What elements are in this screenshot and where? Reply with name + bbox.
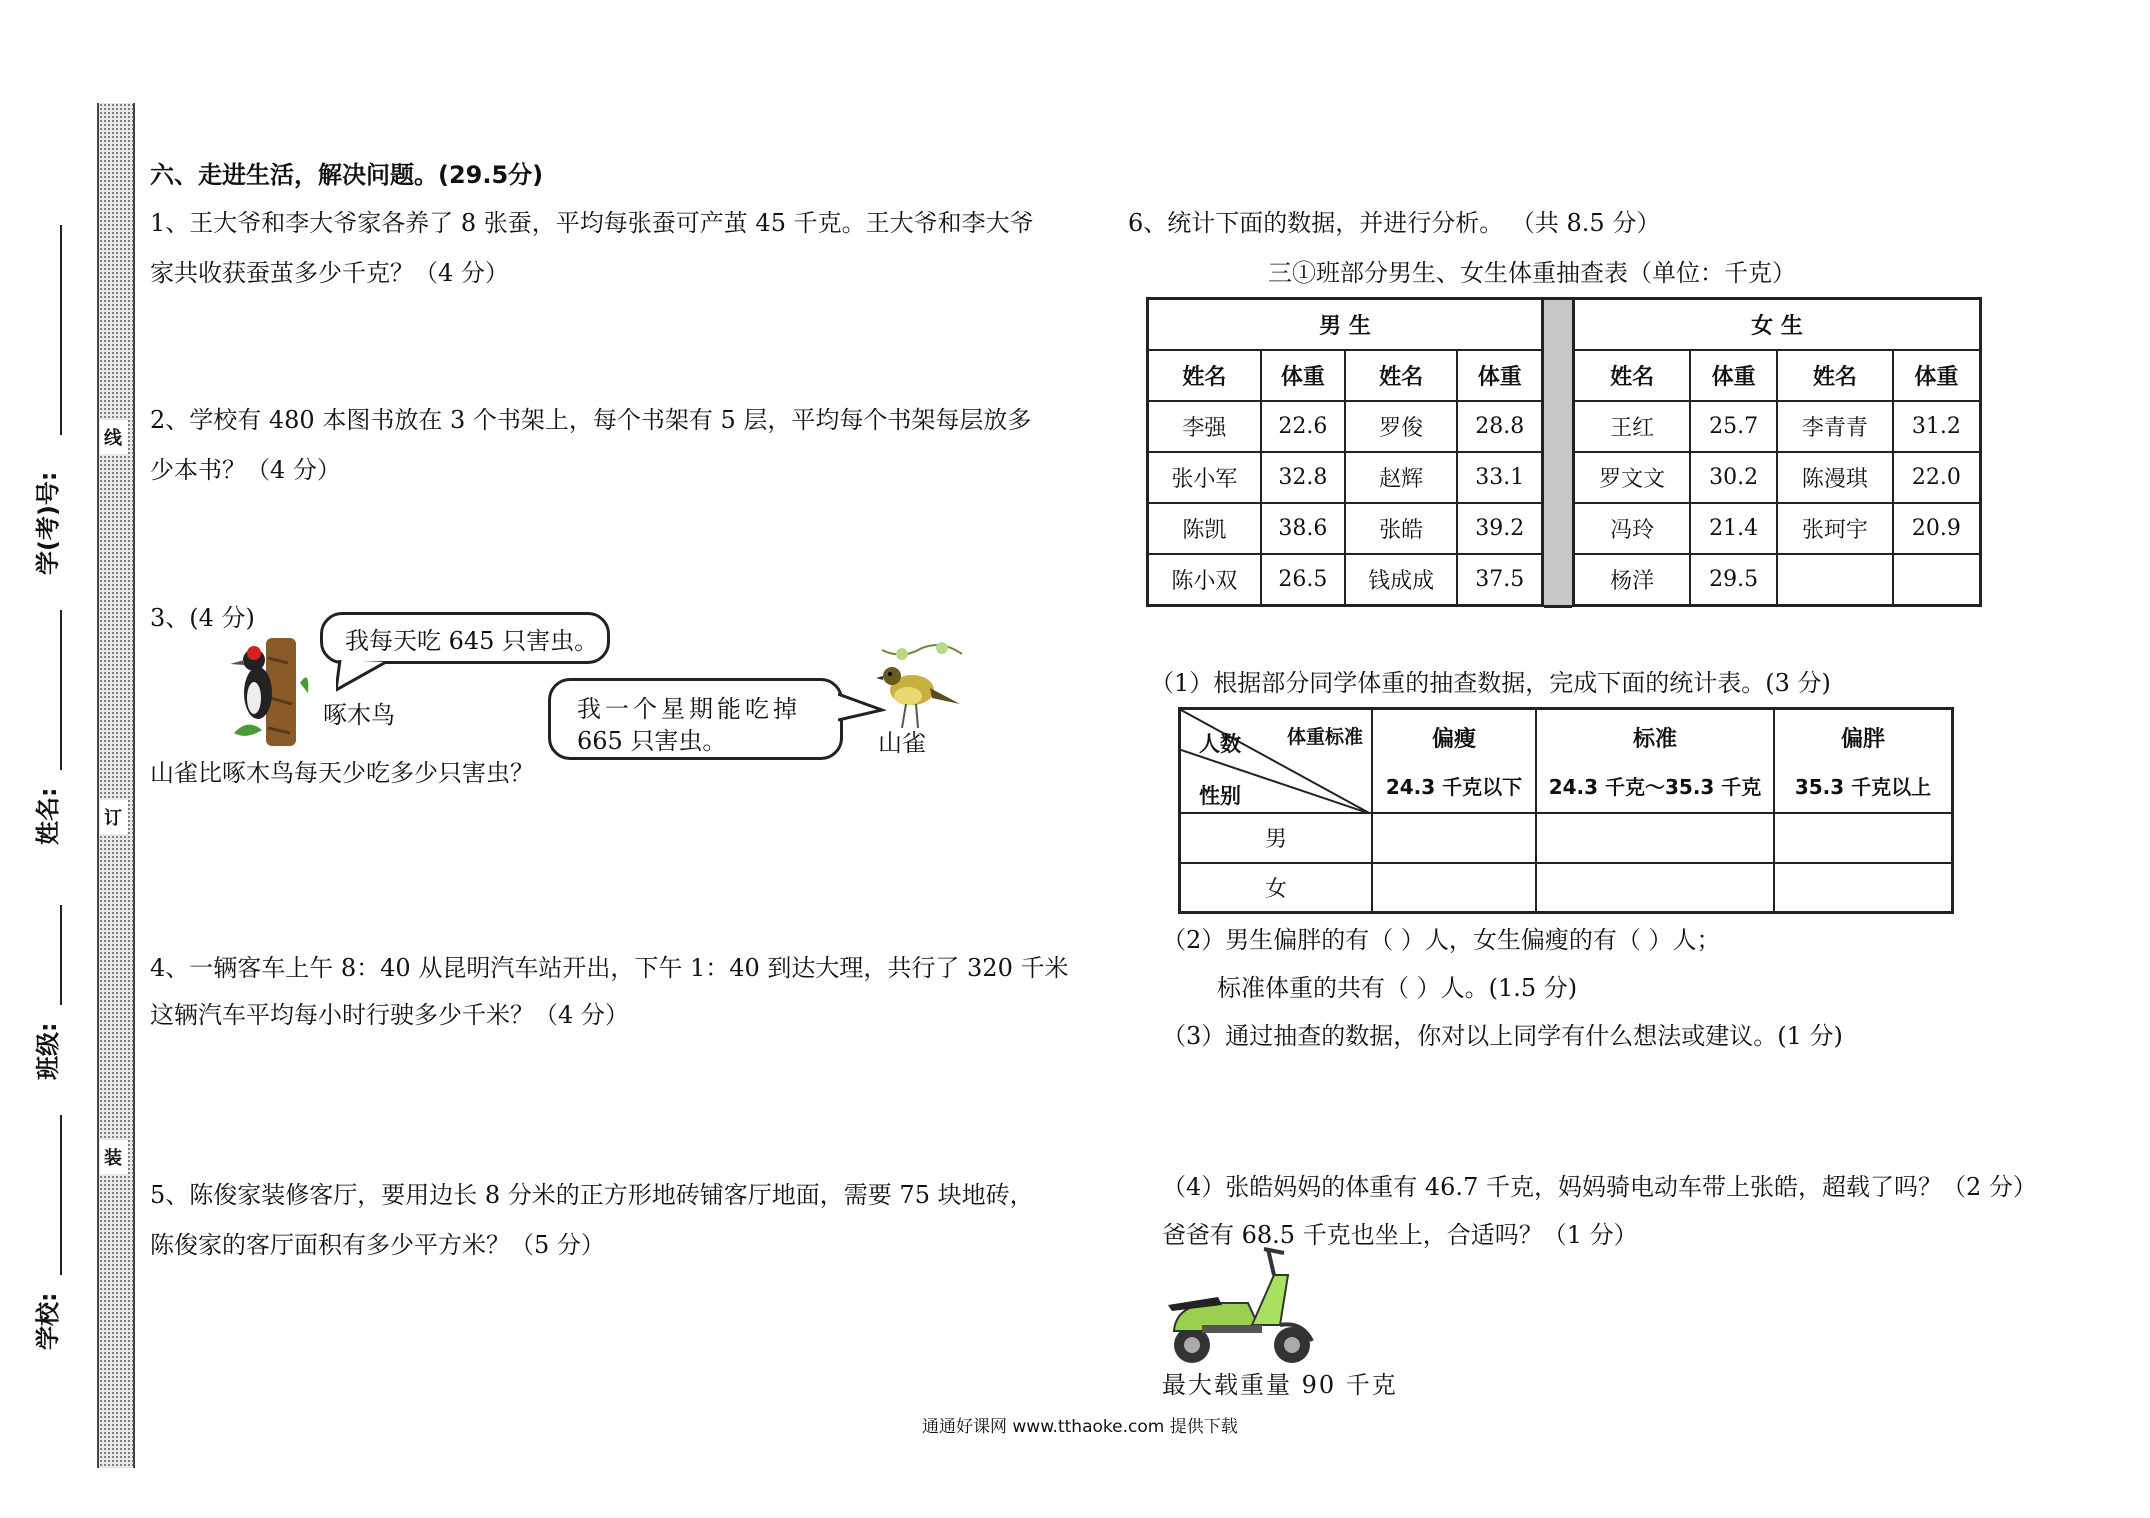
boys-col-name-2: 姓名 <box>1345 350 1457 401</box>
answer-cell[interactable] <box>1536 813 1774 863</box>
stat-col-normal-name: 标准 <box>1632 726 1677 752</box>
table-cell: 21.4 <box>1690 503 1777 554</box>
table-row <box>1180 813 1953 863</box>
stat-corner-mid: 人数 <box>1199 732 1241 756</box>
table-cell: 陈漫琪 <box>1777 452 1893 503</box>
bubble1-tail <box>336 660 396 694</box>
table-cell: 22.0 <box>1893 452 1981 503</box>
table-cell: 杨洋 <box>1574 554 1691 606</box>
tit-label: 山雀 <box>878 729 926 757</box>
stat-col-thin-name: 偏瘦 <box>1431 726 1476 752</box>
table-cell: 冯玲 <box>1574 503 1691 554</box>
table-cell: 张珂宇 <box>1777 503 1893 554</box>
table-cell <box>1893 554 1981 606</box>
table-cell: 37.5 <box>1457 554 1542 606</box>
table-cell: 32.8 <box>1261 452 1345 503</box>
school-line <box>60 1115 62 1275</box>
woodpecker-speech-bubble <box>320 612 610 664</box>
stat-corner-top: 体重标准 <box>1286 726 1363 748</box>
stat-col-normal <box>1536 709 1774 813</box>
table-row <box>1148 401 1543 452</box>
table-row <box>1574 401 1981 452</box>
q6-part2-line1: （2）男生偏胖的有（ ）人，女生偏瘦的有（ ）人； <box>1162 926 1721 954</box>
stat-corner-bottom: 性别 <box>1199 784 1241 808</box>
stat-col-heavy <box>1774 709 1953 813</box>
q6-part2-line2: 标准体重的共有（ ）人。(1.5 分) <box>1217 974 1578 1002</box>
table-cell: 罗文文 <box>1574 452 1691 503</box>
table-cell: 30.2 <box>1690 452 1777 503</box>
girls-col-weight-2: 体重 <box>1893 350 1981 401</box>
binding-strip <box>97 103 135 1468</box>
table-cell: 29.5 <box>1690 554 1777 606</box>
q1-line1: 1、王大爷和李大爷家各养了 8 张蚕，平均每张蚕可产茧 45 千克。王大爷和李大爷 <box>150 209 1034 237</box>
table-row <box>1180 863 1953 913</box>
table-cell: 李青青 <box>1777 401 1893 452</box>
girls-header: 女 生 <box>1574 299 1981 351</box>
answer-cell[interactable] <box>1774 863 1953 913</box>
stat-col-thin <box>1372 709 1536 813</box>
class-label: 班级: <box>34 1022 62 1080</box>
q4-line2: 这辆汽车平均每小时行驶多少千米？（4 分） <box>150 1001 629 1029</box>
table-cell: 20.9 <box>1893 503 1981 554</box>
q2-line2: 少本书？（4 分） <box>150 456 341 484</box>
electric-scooter-icon <box>1162 1245 1322 1370</box>
boys-col-name-1: 姓名 <box>1148 350 1261 401</box>
table-cell: 28.8 <box>1457 401 1542 452</box>
table-cell: 张小军 <box>1148 452 1261 503</box>
q6-intro: 6、统计下面的数据，并进行分析。 （共 8.5 分） <box>1128 209 1661 237</box>
boys-weight-table <box>1146 297 1544 607</box>
answer-cell[interactable] <box>1774 813 1953 863</box>
student-no-label: 学(考)号: <box>34 471 62 575</box>
scooter-caption: 最大载重量 90 千克 <box>1162 1371 1398 1399</box>
q3-question: 山雀比啄木鸟每天少吃多少只害虫？ <box>150 759 534 787</box>
table-cell: 陈小双 <box>1148 554 1261 606</box>
q2-line1: 2、学校有 480 本图书放在 3 个书架上，每个书架有 5 层，平均每个书架每层放多 <box>150 406 1032 434</box>
footer-text: 通通好课网 www.tthaoke.com 提供下载 <box>922 1417 1238 1437</box>
binding-label-line: 线 <box>100 420 128 454</box>
table-cell: 张皓 <box>1345 503 1457 554</box>
table-cell <box>1777 554 1893 606</box>
table-cell: 25.7 <box>1690 401 1777 452</box>
stat-corner-cell <box>1180 709 1373 813</box>
table-cell: 31.2 <box>1893 401 1981 452</box>
q6-table-title: 三①班部分男生、女生体重抽查表（单位：千克） <box>1268 259 1796 287</box>
table-row <box>1148 554 1543 606</box>
girls-weight-table <box>1572 297 1982 607</box>
class-line <box>60 905 62 1005</box>
section-title: 六、走进生活，解决问题。(29.5分) <box>150 161 544 189</box>
table-cell: 钱成成 <box>1345 554 1457 606</box>
answer-cell[interactable] <box>1536 863 1774 913</box>
answer-cell[interactable] <box>1372 813 1536 863</box>
woodpecker-icon <box>228 638 310 746</box>
q4-line1: 4、一辆客车上午 8：40 从昆明汽车站开出，下午 1：40 到达大理，共行了 320 千米 <box>150 954 1069 982</box>
binding-label-bind: 装 <box>100 1140 128 1174</box>
table-cell: 罗俊 <box>1345 401 1457 452</box>
q5-line2: 陈俊家的客厅面积有多少平方米？（5 分） <box>150 1231 605 1259</box>
girls-col-name-2: 姓名 <box>1777 350 1893 401</box>
stat-col-heavy-name: 偏胖 <box>1840 726 1885 752</box>
stat-col-thin-range: 24.3 千克以下 <box>1385 774 1523 799</box>
table-cell: 李强 <box>1148 401 1261 452</box>
name-label: 姓名: <box>34 787 62 845</box>
boys-header: 男 生 <box>1148 299 1543 351</box>
table-row <box>1574 554 1981 606</box>
stat-row-male: 男 <box>1180 813 1373 863</box>
woodpecker-speech-text: 我每天吃 645 只害虫。 <box>345 627 599 655</box>
woodpecker-label: 啄木鸟 <box>323 701 395 729</box>
q5-line1: 5、陈俊家装修客厅，要用边长 8 分米的正方形地砖铺客厅地面，需要 75 块地砖， <box>150 1181 1034 1209</box>
stat-row-female: 女 <box>1180 863 1373 913</box>
tit-speech-text-2: 665 只害虫。 <box>577 727 727 755</box>
q6-part1: （1）根据部分同学体重的抽查数据，完成下面的统计表。(3 分) <box>1150 669 1831 697</box>
statistics-table <box>1178 707 1954 914</box>
q6-part4-line1: （4）张皓妈妈的体重有 46.7 千克，妈妈骑电动车带上张皓，超载了吗？（2 分） <box>1162 1173 2037 1201</box>
school-label: 学校: <box>34 1292 62 1350</box>
name-line <box>60 610 62 770</box>
girls-col-name-1: 姓名 <box>1574 350 1691 401</box>
q3-label: 3、(4 分) <box>150 604 255 632</box>
answer-cell[interactable] <box>1372 863 1536 913</box>
table-divider <box>1544 297 1572 608</box>
stat-col-heavy-range: 35.3 千克以上 <box>1794 774 1932 799</box>
stat-col-normal-range: 24.3 千克～35.3 千克 <box>1548 774 1762 799</box>
table-cell: 赵辉 <box>1345 452 1457 503</box>
table-cell: 39.2 <box>1457 503 1542 554</box>
q1-line2: 家共收获蚕茧多少千克？（4 分） <box>150 259 509 287</box>
student-no-line <box>60 225 62 435</box>
binding-label-order: 订 <box>100 800 128 834</box>
table-cell: 33.1 <box>1457 452 1542 503</box>
tit-speech-text-1: 我一个星期能吃掉 <box>577 695 801 723</box>
tit-speech-bubble <box>548 678 843 760</box>
table-cell: 王红 <box>1574 401 1691 452</box>
table-cell: 22.6 <box>1261 401 1345 452</box>
table-row <box>1574 503 1981 554</box>
table-cell: 38.6 <box>1261 503 1345 554</box>
girls-col-weight-1: 体重 <box>1690 350 1777 401</box>
table-cell: 26.5 <box>1261 554 1345 606</box>
q6-part3: （3）通过抽查的数据，你对以上同学有什么想法或建议。(1 分) <box>1162 1022 1843 1050</box>
boys-col-weight-1: 体重 <box>1261 350 1345 401</box>
table-row <box>1148 452 1543 503</box>
q6-part4-line2: 爸爸有 68.5 千克也坐上，合适吗？（1 分） <box>1162 1221 1638 1249</box>
tit-bird-icon <box>872 640 964 732</box>
boys-col-weight-2: 体重 <box>1457 350 1542 401</box>
table-row <box>1574 452 1981 503</box>
table-row <box>1148 503 1543 554</box>
table-cell: 陈凯 <box>1148 503 1261 554</box>
